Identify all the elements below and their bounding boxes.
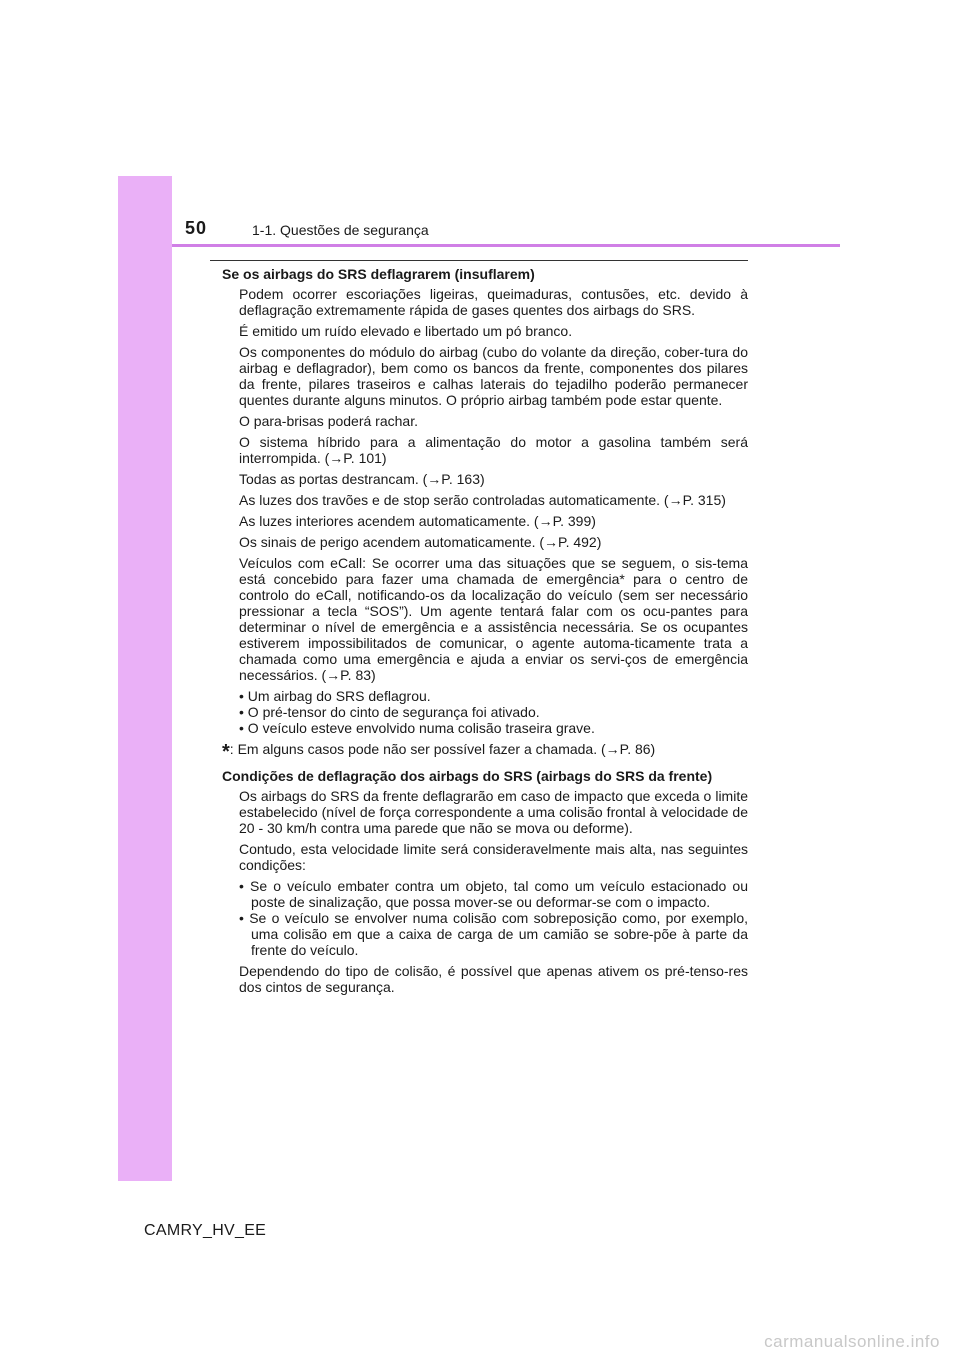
header-rule bbox=[172, 244, 840, 247]
paragraph: Todas as portas destrancam. (→P. 163) bbox=[239, 471, 485, 487]
list-item: • Se o veículo se envolver numa colisão com sobreposição como, por exemplo, uma colisão em que a caixa de carga de um camião se sobre-põe à parte da frente do veículo. bbox=[239, 910, 748, 958]
paragraph: Os airbags do SRS da frente deflagrarão em caso de impacto que exceda o limite estabelecido (nível de força correspondente a uma colisão frontal à velocidade de 20 - 30 km/h contra uma parede que não se mova ou deforme). bbox=[239, 788, 748, 836]
paragraph: Os sinais de perigo acendem automaticamente. (→P. 492) bbox=[239, 534, 602, 550]
document-code: CAMRY_HV_EE bbox=[144, 1222, 267, 1239]
bullet-list bbox=[239, 878, 748, 958]
asterisk: * bbox=[222, 741, 230, 763]
paragraph: O para-brisas poderá rachar. bbox=[239, 413, 418, 429]
watermark: carmanualsonline.info bbox=[764, 1332, 940, 1351]
side-tab bbox=[118, 176, 172, 1181]
divider bbox=[210, 260, 748, 261]
list-item: • Um airbag do SRS deflagrou. bbox=[239, 688, 431, 704]
paragraph: As luzes dos travões e de stop serão controladas automaticamente. (→P. 315) bbox=[239, 492, 726, 508]
heading-deploy-conditions: Condições de deflagração dos airbags do SRS (airbags do SRS da frente) bbox=[222, 768, 713, 784]
paragraph: Podem ocorrer escoriações ligeiras, queimaduras, contusões, etc. devido à deflagração extremamente rápida de gases quentes dos airbags do SRS. bbox=[239, 286, 748, 318]
paragraph: O sistema híbrido para a alimentação do motor a gasolina também será interrompida. (→P. 101) bbox=[239, 434, 748, 466]
paragraph: Contudo, esta velocidade limite será consideravelmente mais alta, nas seguintes condições: bbox=[239, 841, 748, 873]
heading-airbag-deploy: Se os airbags do SRS deflagrarem (insuflarem) bbox=[222, 266, 535, 282]
paragraph: É emitido um ruído elevado e libertado um pó branco. bbox=[239, 323, 573, 339]
paragraph-ecall: Veículos com eCall: Se ocorrer uma das situações que se seguem, o sis-tema está concebido para fazer uma chamada de emergência* para o centro de controlo do eCall, notificando-os da localização do veículo (sem ser necessário pressionar a tecla “SOS”). Um agente tentará falar com os ocu-pantes para determinar o nível de emergência e a assistência necessária. Se os ocupantes estiverem impossibilitados de comunicar, o agente automa-ticamente trata a chamada como uma emergência e ajuda a enviar os servi-ços de emergência necessários. (→P. 83) bbox=[239, 555, 748, 683]
paragraph: Os componentes do módulo do airbag (cubo do volante da direção, cober-tura do airbag e deflagrador), bem como os bancos da frente, componentes dos pilares da frente, pilares traseiros e calhas laterais do tejadilho poderão permanecer quentes durante alguns minutos. O próprio airbag também pode estar quente. bbox=[239, 344, 748, 408]
footnote bbox=[222, 741, 748, 763]
list-item: • Se o veículo embater contra um objeto, tal como um veículo estacionado ou poste de sinalização, que possa mover-se ou deformar-se com o impacto. bbox=[239, 878, 748, 910]
paragraph: As luzes interiores acendem automaticamente. (→P. 399) bbox=[239, 513, 596, 529]
page-number: 50 bbox=[185, 218, 208, 238]
paragraph: Dependendo do tipo de colisão, é possível que apenas ativem os pré-tenso-res dos cintos de segurança. bbox=[239, 963, 748, 995]
list-item: • O pré-tensor do cinto de segurança foi ativado. bbox=[239, 704, 540, 720]
section-title: 1-1. Questões de segurança bbox=[252, 222, 429, 238]
footnote-text: : Em alguns casos pode não ser possível fazer a chamada. (→P. 86) bbox=[229, 741, 656, 757]
page-content bbox=[222, 266, 748, 1000]
bullet-list bbox=[239, 688, 748, 736]
list-item: • O veículo esteve envolvido numa colisão traseira grave. bbox=[239, 720, 595, 736]
